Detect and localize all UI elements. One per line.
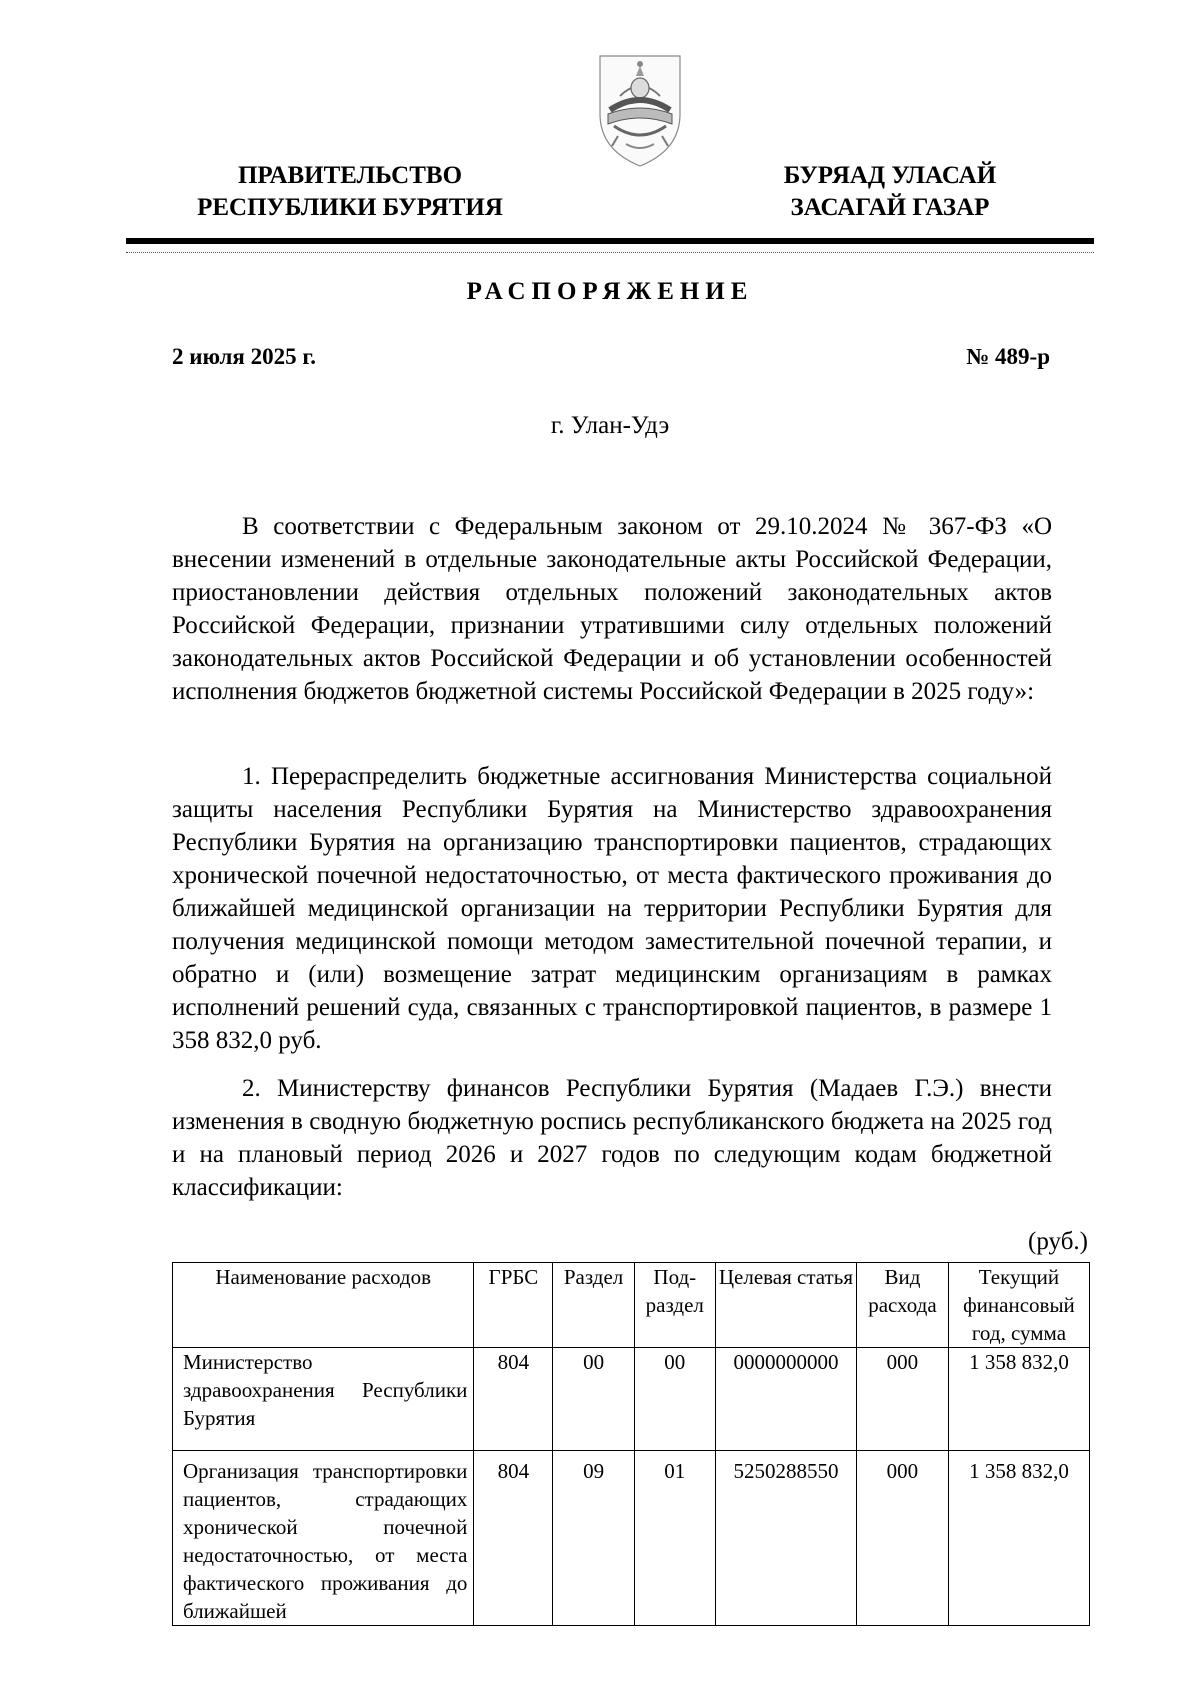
- org-name-buryat: [740, 160, 1040, 224]
- org-name-russian-line1: ПРАВИТЕЛЬСТВО: [237, 162, 463, 189]
- col-header-name: Наименование расходов: [173, 1263, 474, 1348]
- cell-sum: 1 358 832,0: [948, 1451, 1089, 1626]
- col-header-razdel: Раздел: [553, 1263, 634, 1348]
- table-header-row: [173, 1263, 1090, 1348]
- table-row: [173, 1451, 1090, 1626]
- cell-vid: 000: [856, 1451, 948, 1626]
- document-type: РАСПОРЯЖЕНИЕ: [466, 278, 754, 305]
- item-1-paragraph: 1. Перераспределить бюджетные ассигнования Министерства социальной защиты населения Республики Бурятия на Министерство здравоохранения Республики Бурятия на организацию транспортировки пациентов, страдающих хронической почечной недостаточностью, от места фактического проживания до ближайшей медицинской организации на территории Республики Бурятия для получения медицинской помощи методом заместительной почечной терапии, и обратно и (или) возмещение затрат медицинским организациям в рамках исполнений решений суда, связанных с транспортировкой пациентов, в размере 1 358 832,0 руб.: [172, 763, 1052, 1054]
- budget-table: [172, 1262, 1090, 1626]
- cell-razdel: 09: [553, 1451, 634, 1626]
- org-name-russian-line2: РЕСПУБЛИКИ БУРЯТИЯ: [197, 194, 503, 221]
- cell-razdel: 00: [553, 1348, 634, 1451]
- cell-podrazdel: 00: [634, 1348, 715, 1451]
- org-name-russian: [160, 160, 540, 224]
- preamble-paragraph: В соответствии с Федеральным законом от 29.10.2024 № 367-ФЗ «О внесении изменений в отдельные законодательные акты Российской Федерации, приостановлении действия отдельных положений законодательных актов Российской Федерации, признании утратившими силу отдельных положений законодательных актов Российской Федерации и об установлении особенностей исполнения бюджетов бюджетной системы Российской Федерации в 2025 году»:: [172, 513, 1052, 705]
- document-date: 2 июля 2025 г.: [172, 344, 316, 369]
- item-2-paragraph: 2. Министерству финансов Республики Бурятия (Мадаев Г.Э.) внести изменения в сводную бюджетную роспись республиканского бюджета на 2025 год и на плановый период 2026 и 2027 годов по следующим кодам бюджетной классификации:: [172, 1075, 1052, 1201]
- org-name-buryat-line1: БУРЯАД УЛАСАЙ: [783, 162, 997, 189]
- cell-grbs: 804: [474, 1451, 553, 1626]
- cell-sum: 1 358 832,0: [948, 1348, 1089, 1451]
- coat-of-arms-icon: [592, 52, 688, 170]
- cell-grbs: 804: [474, 1348, 553, 1451]
- col-header-grbs: ГРБС: [474, 1263, 553, 1348]
- cell-vid: 000: [856, 1348, 948, 1451]
- document-city: г. Улан-Удэ: [550, 412, 670, 439]
- cell-article: 5250288550: [715, 1451, 856, 1626]
- document-number: № 489-р: [966, 344, 1050, 369]
- cell-name: Министерство здравоохранения Республики Бурятия: [173, 1348, 474, 1451]
- table-row: [173, 1348, 1090, 1451]
- col-header-article: Целевая статья: [715, 1263, 856, 1348]
- cell-article: 0000000000: [715, 1348, 856, 1451]
- col-header-podrazdel: Под- раздел: [634, 1263, 715, 1348]
- col-header-vid: Вид расхода: [856, 1263, 948, 1348]
- header-divider-thin: [126, 252, 1094, 254]
- cell-name: Организация транспортировки пациентов, страдающих хронической почечной недостаточностью, от места фактического проживания до ближайшей: [173, 1451, 474, 1626]
- table-unit-label: (руб.): [1028, 1228, 1088, 1255]
- cell-podrazdel: 01: [634, 1451, 715, 1626]
- org-name-buryat-line2: ЗАСАГАЙ ГАЗАР: [790, 194, 990, 221]
- header-divider-thick: [126, 238, 1094, 244]
- col-header-sum: Текущий финансовый год, сумма: [948, 1263, 1089, 1348]
